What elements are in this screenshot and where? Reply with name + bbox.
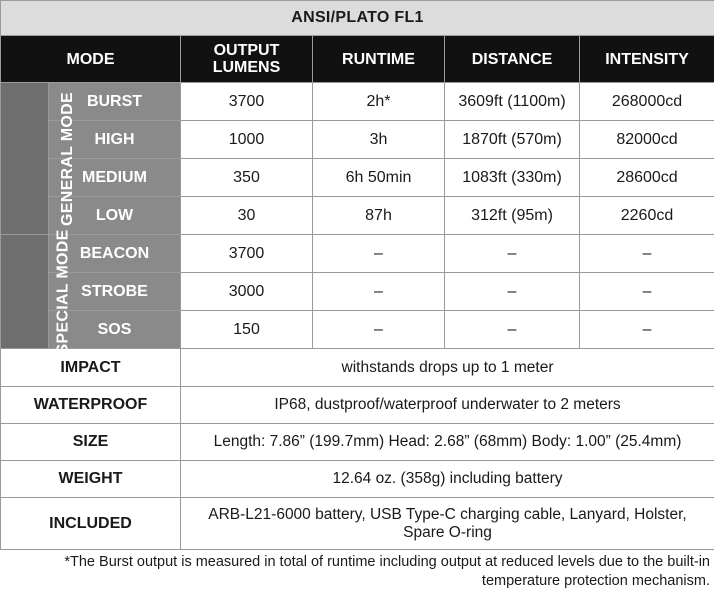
intensity-cell: – <box>580 235 714 273</box>
output-cell: 3700 <box>181 235 313 273</box>
spec-value: IP68, dustproof/waterproof underwater to 2 meters <box>181 387 714 424</box>
spec-row <box>1 424 714 461</box>
runtime-cell: 2h* <box>313 83 445 121</box>
spec-value: 12.64 oz. (358g) including battery <box>181 461 714 498</box>
header-row <box>1 36 714 83</box>
mode-label: MEDIUM <box>49 159 181 197</box>
intensity-cell: – <box>580 273 714 311</box>
table-row <box>1 121 714 159</box>
runtime-cell: – <box>313 311 445 349</box>
runtime-cell: – <box>313 273 445 311</box>
header-runtime: RUNTIME <box>313 36 445 83</box>
group-general-mode <box>1 83 76 235</box>
runtime-cell: 6h 50min <box>313 159 445 197</box>
distance-cell: – <box>445 235 580 273</box>
intensity-cell: 2260cd <box>580 197 714 235</box>
runtime-cell: 3h <box>313 121 445 159</box>
spec-value: withstands drops up to 1 meter <box>181 349 714 387</box>
table-row <box>1 159 714 197</box>
spec-row <box>1 461 714 498</box>
mode-label: SOS <box>49 311 181 349</box>
table-row <box>1 273 714 311</box>
spec-label: WEIGHT <box>1 461 181 498</box>
mode-label: LOW <box>49 197 181 235</box>
runtime-cell: 87h <box>313 197 445 235</box>
mode-label: STROBE <box>49 273 181 311</box>
group-label: GENERAL MODE <box>58 91 76 226</box>
spec-value: Length: 7.86” (199.7mm) Head: 2.68” (68mm) Body: 1.00” (25.4mm) <box>181 424 714 461</box>
table-row <box>1 83 714 121</box>
table-row <box>1 197 714 235</box>
intensity-cell: 82000cd <box>580 121 714 159</box>
table-row <box>1 235 714 273</box>
intensity-cell: 28600cd <box>580 159 714 197</box>
header-output-line1: OUTPUT <box>213 42 280 59</box>
header-distance: DISTANCE <box>445 36 580 83</box>
table-title: ANSI/PLATO FL1 <box>1 1 714 36</box>
distance-cell: – <box>445 311 580 349</box>
spec-label: INCLUDED <box>1 498 181 550</box>
distance-cell: – <box>445 273 580 311</box>
spec-label: SIZE <box>1 424 181 461</box>
distance-cell: 1083ft (330m) <box>445 159 580 197</box>
output-cell: 350 <box>181 159 313 197</box>
title-row <box>1 1 714 36</box>
spec-row <box>1 387 714 424</box>
spec-row <box>1 498 714 550</box>
output-cell: 1000 <box>181 121 313 159</box>
table-row <box>1 311 714 349</box>
intensity-cell: 268000cd <box>580 83 714 121</box>
group-special-mode <box>1 228 72 355</box>
spec-value: ARB-L21-6000 battery, USB Type-C charging cable, Lanyard, Holster, Spare O-ring <box>181 498 714 550</box>
header-intensity: INTENSITY <box>580 36 714 83</box>
distance-cell: 3609ft (1100m) <box>445 83 580 121</box>
output-cell: 150 <box>181 311 313 349</box>
spec-row <box>1 349 714 387</box>
spec-label: IMPACT <box>1 349 181 387</box>
spec-label: WATERPROOF <box>1 387 181 424</box>
header-output <box>181 36 313 83</box>
output-cell: 3000 <box>181 273 313 311</box>
runtime-cell: – <box>313 235 445 273</box>
output-cell: 3700 <box>181 83 313 121</box>
distance-cell: 312ft (95m) <box>445 197 580 235</box>
footnote: *The Burst output is measured in total of runtime including output at reduced levels due to the built-in temperature protection mechanism. <box>64 554 710 589</box>
output-cell: 30 <box>181 197 313 235</box>
header-output-line2: LUMENS <box>212 59 281 76</box>
header-mode: MODE <box>1 36 181 83</box>
mode-label: BEACON <box>49 235 181 273</box>
mode-label: BURST <box>49 83 181 121</box>
mode-label: HIGH <box>49 121 181 159</box>
distance-cell: 1870ft (570m) <box>445 121 580 159</box>
group-label: SPECIAL MODE <box>54 228 72 355</box>
intensity-cell: – <box>580 311 714 349</box>
